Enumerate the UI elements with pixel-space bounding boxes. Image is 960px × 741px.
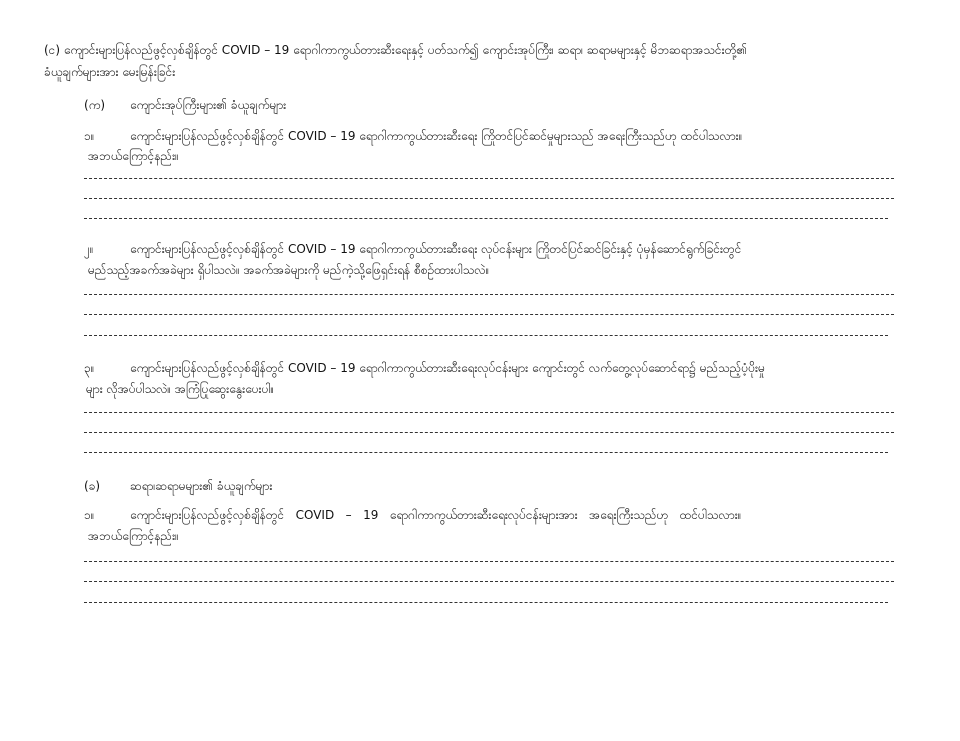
question-text-line2: အဘယ်ကြောင့်နည်း။ xyxy=(88,529,179,543)
part-a-title: ကျောင်းအုပ်ကြီးများ၏ ခံယူချက်များ xyxy=(130,98,287,112)
answer-line[interactable] xyxy=(84,218,888,219)
part-b-label: (ခ) xyxy=(84,479,101,493)
answer-line[interactable] xyxy=(84,581,894,582)
question-text-line1: ကျောင်းများပြန်လည်ဖွင့်လှစ်ချိန်တွင် COVID – 19 ရောဂါကာကွယ်တားဆီးရေးလုပ်ငန်းများ ကျောင်းတွင် လက်တွေ့လုပ်ဆောင်ရာ၌ မည်သည့်ပံ့ပိုးမှု xyxy=(130,361,765,375)
answer-line[interactable] xyxy=(84,602,888,603)
question-number: ၂။ xyxy=(84,242,94,256)
section-heading-line2: ခံယူချက်များအား မေးမြန်းခြင်း xyxy=(44,65,176,79)
question-number: ၁။ xyxy=(84,508,95,522)
part-b-title: ဆရာ၊ဆရာမများ၏ ခံယူချက်များ xyxy=(130,479,273,493)
question-text-line1: ကျောင်းများပြန်လည်ဖွင့်လှစ်ချိန်တွင် COVID – 19 ရောဂါကာကွယ်တားဆီးရေး ကြိုတင်ပြင်ဆင်မှုများသည် အရေးကြီးသည်ဟု ထင်ပါသလား။ xyxy=(130,129,743,143)
answer-line[interactable] xyxy=(84,335,888,336)
question-text-line1: ကျောင်းများပြန်လည်ဖွင့်လှစ်ချိန်တွင် COVID – 19 ရောဂါကာကွယ်တားဆီးရေး လုပ်ငန်းများ ကြိုတင်ပြင်ဆင်ခြင်းနှင့် ပုံမှန်ဆောင်ရွက်ခြင်းတွင် xyxy=(130,242,742,256)
part-a-label: (က) xyxy=(84,98,106,112)
answer-line[interactable] xyxy=(84,452,888,453)
section-heading-line1: (င) ကျောင်းများပြန်လည်ဖွင့်လှစ်ချိန်တွင် COVID – 19 ရောဂါကာကွယ်တားဆီးရေးနှင့် ပတ်သက်၍ ကျောင်းအုပ်ကြီး၊ ဆရာ၊ ဆရာမများနှင့် မိဘဆရာအသင်းတို့၏ xyxy=(44,43,748,57)
question-text-line2: အဘယ်ကြောင့်နည်း။ xyxy=(88,149,179,163)
answer-line[interactable] xyxy=(84,412,894,413)
answer-line[interactable] xyxy=(84,198,894,199)
answer-line[interactable] xyxy=(84,294,894,295)
question-text-line1: ကျောင်းများပြန်လည်ဖွင့်လှစ်ချိန်တွင် COVID – 19 ရောဂါကာကွယ်တားဆီးရေးလုပ်ငန်းများအား အရေးကြီးသည်ဟု ထင်ပါသလား။ xyxy=(130,508,742,522)
question-text-line2: များ လိုအပ်ပါသလဲ။ အကြံပြုဆွေးနွေးပေးပါ။ xyxy=(86,382,275,396)
answer-line[interactable] xyxy=(84,432,894,433)
question-number: ၁။ xyxy=(84,129,95,143)
answer-line[interactable] xyxy=(84,314,894,315)
answer-line[interactable] xyxy=(84,178,894,179)
question-text-line2: မည်သည့်အခက်အခဲများ ရှိပါသလဲ။ အခက်အခဲများကို မည်ကဲ့သို့ဖြေရှင်းရန် စီစဉ်ထားပါသလဲ။ xyxy=(88,263,490,277)
question-number: ၃။ xyxy=(84,361,95,375)
answer-line[interactable] xyxy=(84,561,894,562)
